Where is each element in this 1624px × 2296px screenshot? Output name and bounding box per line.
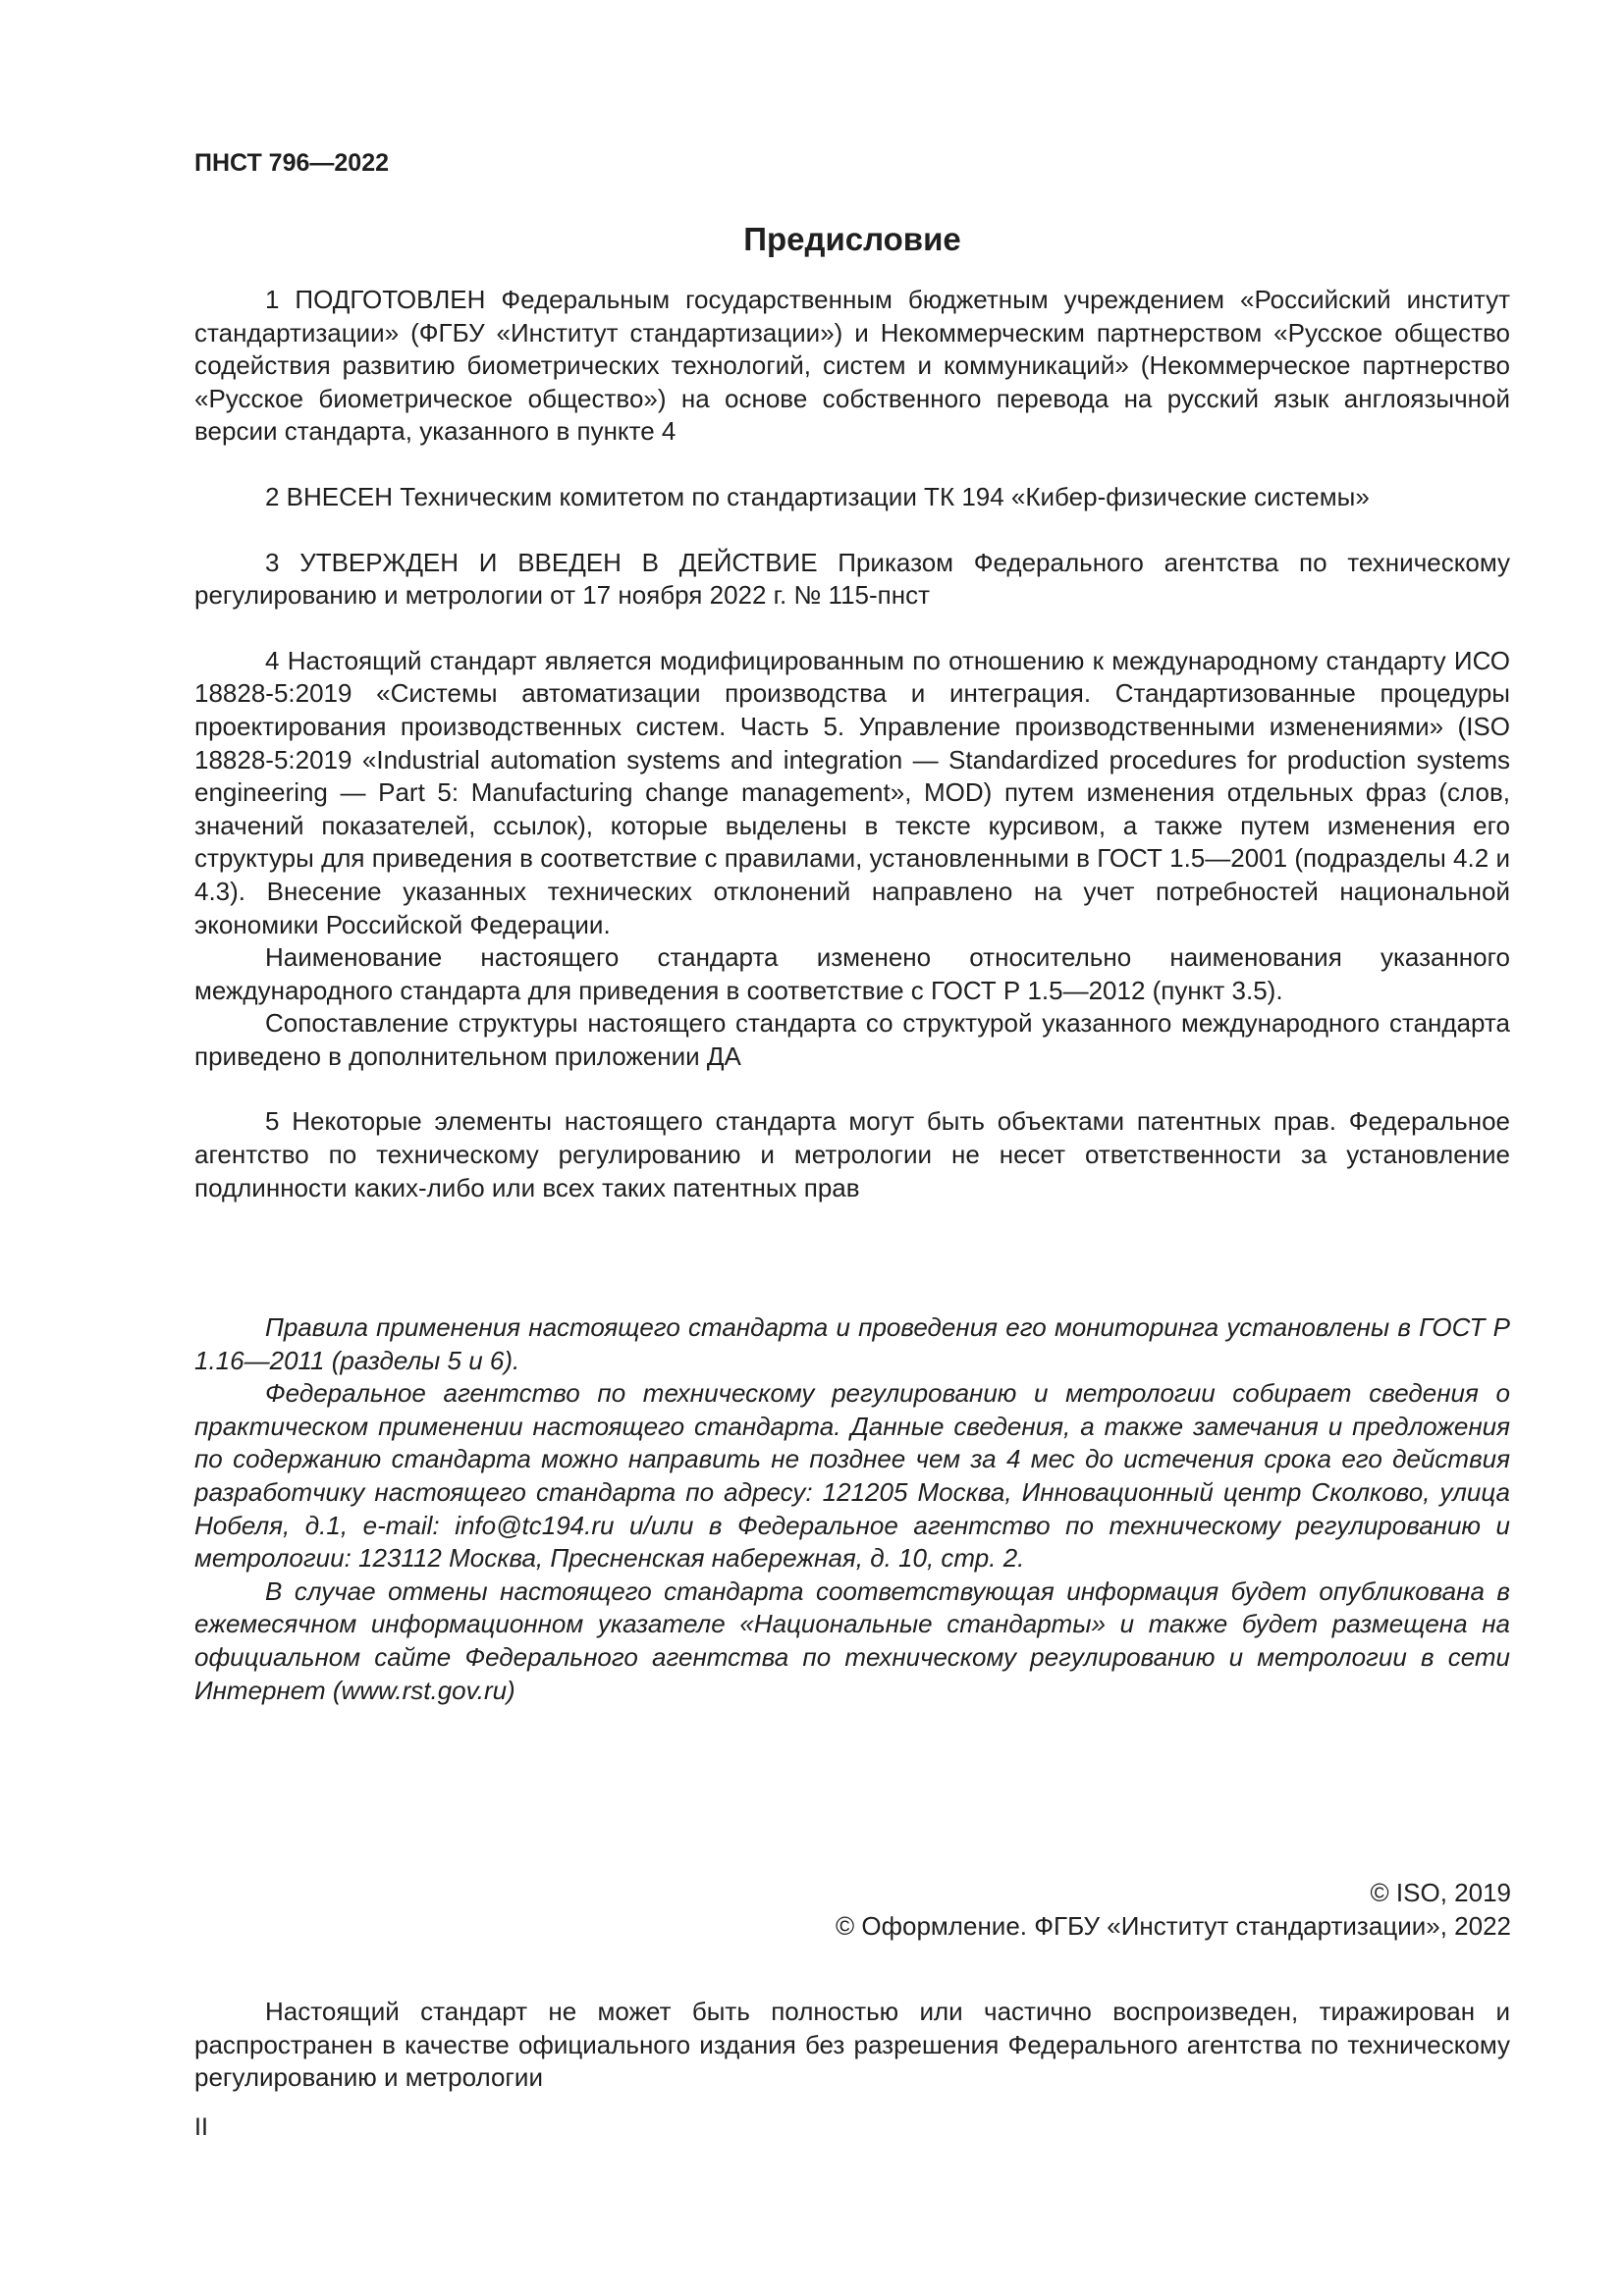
page-number: II [194, 2113, 208, 2141]
reproduction-notice: Настоящий стандарт не может быть полностью или частично воспроизведен, тиражирован и распространен в качестве официального издания без разрешения Федерального агентства по техническому регулированию и метрологии [194, 1997, 1510, 2093]
copyright-block [836, 1876, 1511, 1943]
reproduction-block [194, 1996, 1510, 2095]
copyright-iso: © ISO, 2019 [1370, 1878, 1511, 1907]
item-4-modification: 4 Настоящий стандарт является модифицированным по отношению к международному стандарту ИСО 18828-5:2019 «Системы автоматизации производства и интеграция. Стандартизованные процедуры проектирования производственных систем. Часть 5. Управление производственными изменениями» (ISO 18828-5:2019 «Industrial automation systems and integration — Standardized procedures for production systems engineering — Part 5: Manufacturing change management», MOD) путем изменения отдельных фраз (слов, значений показателей, ссылок), которые выделены в тексте курсивом, а также путем изменения его структуры для приведения в соответствие с правилами, установленными в ГОСТ 1.5—2001 (подразделы 4.2 и 4.3). Внесение указанных технических отклонений направлено на учет потребностей национальной экономики Российской Федерации. [194, 645, 1510, 939]
standard-designation: ПНСТ 796—2022 [194, 149, 389, 177]
notice-feedback: Федеральное агентство по техническому регулированию и метрологии собирает сведения о практическом применении настоящего стандарта. Данные сведения, а также замечания и предложения по содержанию стандарта можно направить не позднее чем за 4 мес до истечения срока его действия разработчику настоящего стандарта по адресу: 121205 Москва, Инновационный центр Сколково, улица Нобеля, д.1, e-mail: info@tc194.ru и/или в Федеральное агентство по техническому регулированию и метрологии: 123112 Москва, Пресненская набережная, д. 10, стр. 2. [194, 1378, 1510, 1574]
foreword-items [194, 284, 1510, 1204]
copyright-design: © Оформление. ФГБУ «Институт стандартизации», 2022 [836, 1911, 1511, 1941]
item-3-approved: 3 УТВЕРЖДЕН И ВВЕДЕН В ДЕЙСТВИЕ Приказом Федерального агентства по техническому регулированию и метрологии от 17 ноября 2022 г. № 115-пнст [194, 547, 1510, 611]
item-4-structure-comparison: Сопоставление структуры настоящего стандарта со структурой указанного международного стандарта приведено в дополнительном приложении ДА [194, 1008, 1510, 1071]
page-title: Предисловие [743, 221, 961, 257]
notice-rules: Правила применения настоящего стандарта и проведения его мониторинга установлены в ГОСТ Р 1.16—2011 (разделы 5 и 6). [194, 1312, 1510, 1375]
item-5-patents: 5 Некоторые элементы настоящего стандарта могут быть объектами патентных прав. Федеральное агентство по техническому регулированию и метрологии не несет ответственности за установление подлинности каких-либо или всех таких патентных прав [194, 1106, 1510, 1202]
item-2-submitted: 2 ВНЕСЕН Техническим комитетом по стандартизации ТК 194 «Кибер-физические системы» [265, 481, 1370, 511]
item-1-prepared: 1 ПОДГОТОВЛЕН Федеральным государственным бюджетным учреждением «Российский институт стандартизации» (ФГБУ «Институт стандартизации») и Некоммерческим партнерством «Русское общество содействия развитию биометрических технологий, систем и коммуникаций» (Некоммерческое партнерство «Русское биометрическое общество») на основе собственного перевода на русский язык англоязычной версии стандарта, указанного в пункте 4 [194, 285, 1510, 447]
application-notice [194, 1311, 1510, 1707]
item-4-name-change: Наименование настоящего стандарта изменено относительно наименования указанного международного стандарта для приведения в соответствие с ГОСТ Р 1.5—2012 (пункт 3.5). [194, 942, 1510, 1005]
notice-cancellation: В случае отмены настоящего стандарта соответствующая информация будет опубликована в ежемесячном информационном указателе «Национальные стандарты» и также будет размещена на официальном сайте Федерального агентства по техническому регулированию и метрологии в сети Интернет (www.rst.gov.ru) [194, 1575, 1510, 1705]
